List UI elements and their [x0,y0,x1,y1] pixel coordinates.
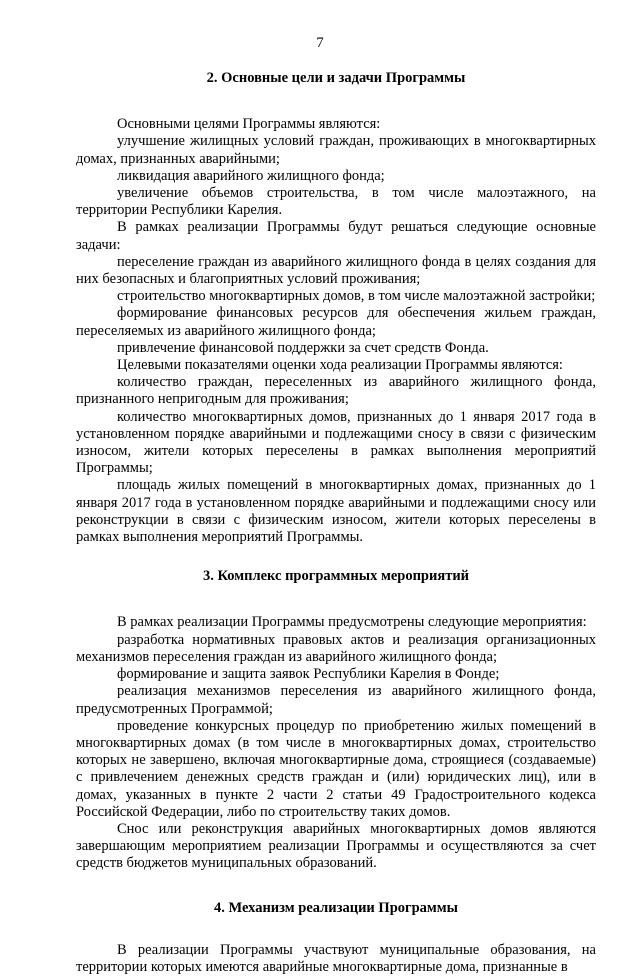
paragraph: Основными целями Программы являются: [117,116,381,133]
paragraph: ликвидация аварийного жилищного фонда; [117,167,385,184]
paragraph: формирование финансовых ресурсов для обеспечения жильем граждан, переселяемых из аварийного жилищного фонда; [76,305,596,339]
paragraph: Целевыми показателями оценки хода реализации Программы являются: [117,357,563,374]
section-goals [76,70,596,546]
section-heading: 2. Основные цели и задачи Программы [206,70,466,86]
section-heading: 3. Комплекс программных мероприятий [202,568,470,585]
paragraph: В реализации Программы участвуют муниципальные образования, на территории которых имеются аварийные многоквартирные дома, признанные в [76,941,596,975]
paragraph: площадь жилых помещений в многоквартирных домах, признанных до 1 января 2017 года в установленном порядке аварийными и подлежащими сносу или реконструкции в связи с физическим износом, жители которых переселены в рамках выполнения мероприятий Программы. [76,477,596,546]
paragraph: улучшение жилищных условий граждан, проживающих в многоквартирных домах, признанных аварийными; [76,133,596,167]
paragraph: реализация механизмов переселения из аварийного жилищного фонда, предусмотренных Программой; [76,683,596,717]
page-number: 7 [316,35,324,51]
paragraph: В рамках реализации Программы будут решаться следующие основные задачи: [76,219,596,253]
paragraph: переселение граждан из аварийного жилищного фонда в целях создания для них безопасных и благоприятных условий проживания; [76,253,596,288]
document-body [76,70,596,976]
paragraph: Снос или реконструкция аварийных многоквартирных домов являются завершающим мероприятием реализации Программы и осуществляются за счет средств бюджетов муниципальных образований. [76,820,596,872]
paragraph: разработка нормативных правовых актов и реализация организационных механизмов переселения граждан из аварийного жилищного фонда; [76,631,596,665]
paragraph: формирование и защита заявок Республики Карелия в Фонде; [117,666,500,683]
section-activities [76,568,596,872]
paragraph: привлечение финансовой поддержки за счет средств Фонда. [117,339,489,356]
section-mechanism [76,900,596,976]
paragraph: проведение конкурсных процедур по приобретению жилых помещений в многоквартирных домах (в том числе в многоквартирных домах, строительство которых не завершено, включая многоквартирные дома, строящиеся (создаваемые) с привлечением денежных средств граждан и (или) юридических лиц), или в домах, указанных в пункте 2 части 2 статьи 49 Градостроительного кодекса Российской Федерации, либо по строительству таких домов. [76,717,596,820]
section-heading: 4. Механизм реализации Программы [214,899,458,916]
paragraph: строительство многоквартирных домов, в том числе малоэтажной застройки; [117,288,596,305]
paragraph: количество многоквартирных домов, признанных до 1 января 2017 года в установленном порядке аварийными и подлежащими сносу в связи с физическим износом, жители которых переселены в рамках выполнения мероприятий Программы; [76,408,596,477]
paragraph: количество граждан, переселенных из аварийного жилищного фонда, признанного непригодным для проживания; [76,374,596,408]
paragraph: В рамках реализации Программы предусмотрены следующие мероприятия: [117,614,587,631]
paragraph: увеличение объемов строительства, в том числе малоэтажного, на территории Республики Карелия. [76,185,596,219]
